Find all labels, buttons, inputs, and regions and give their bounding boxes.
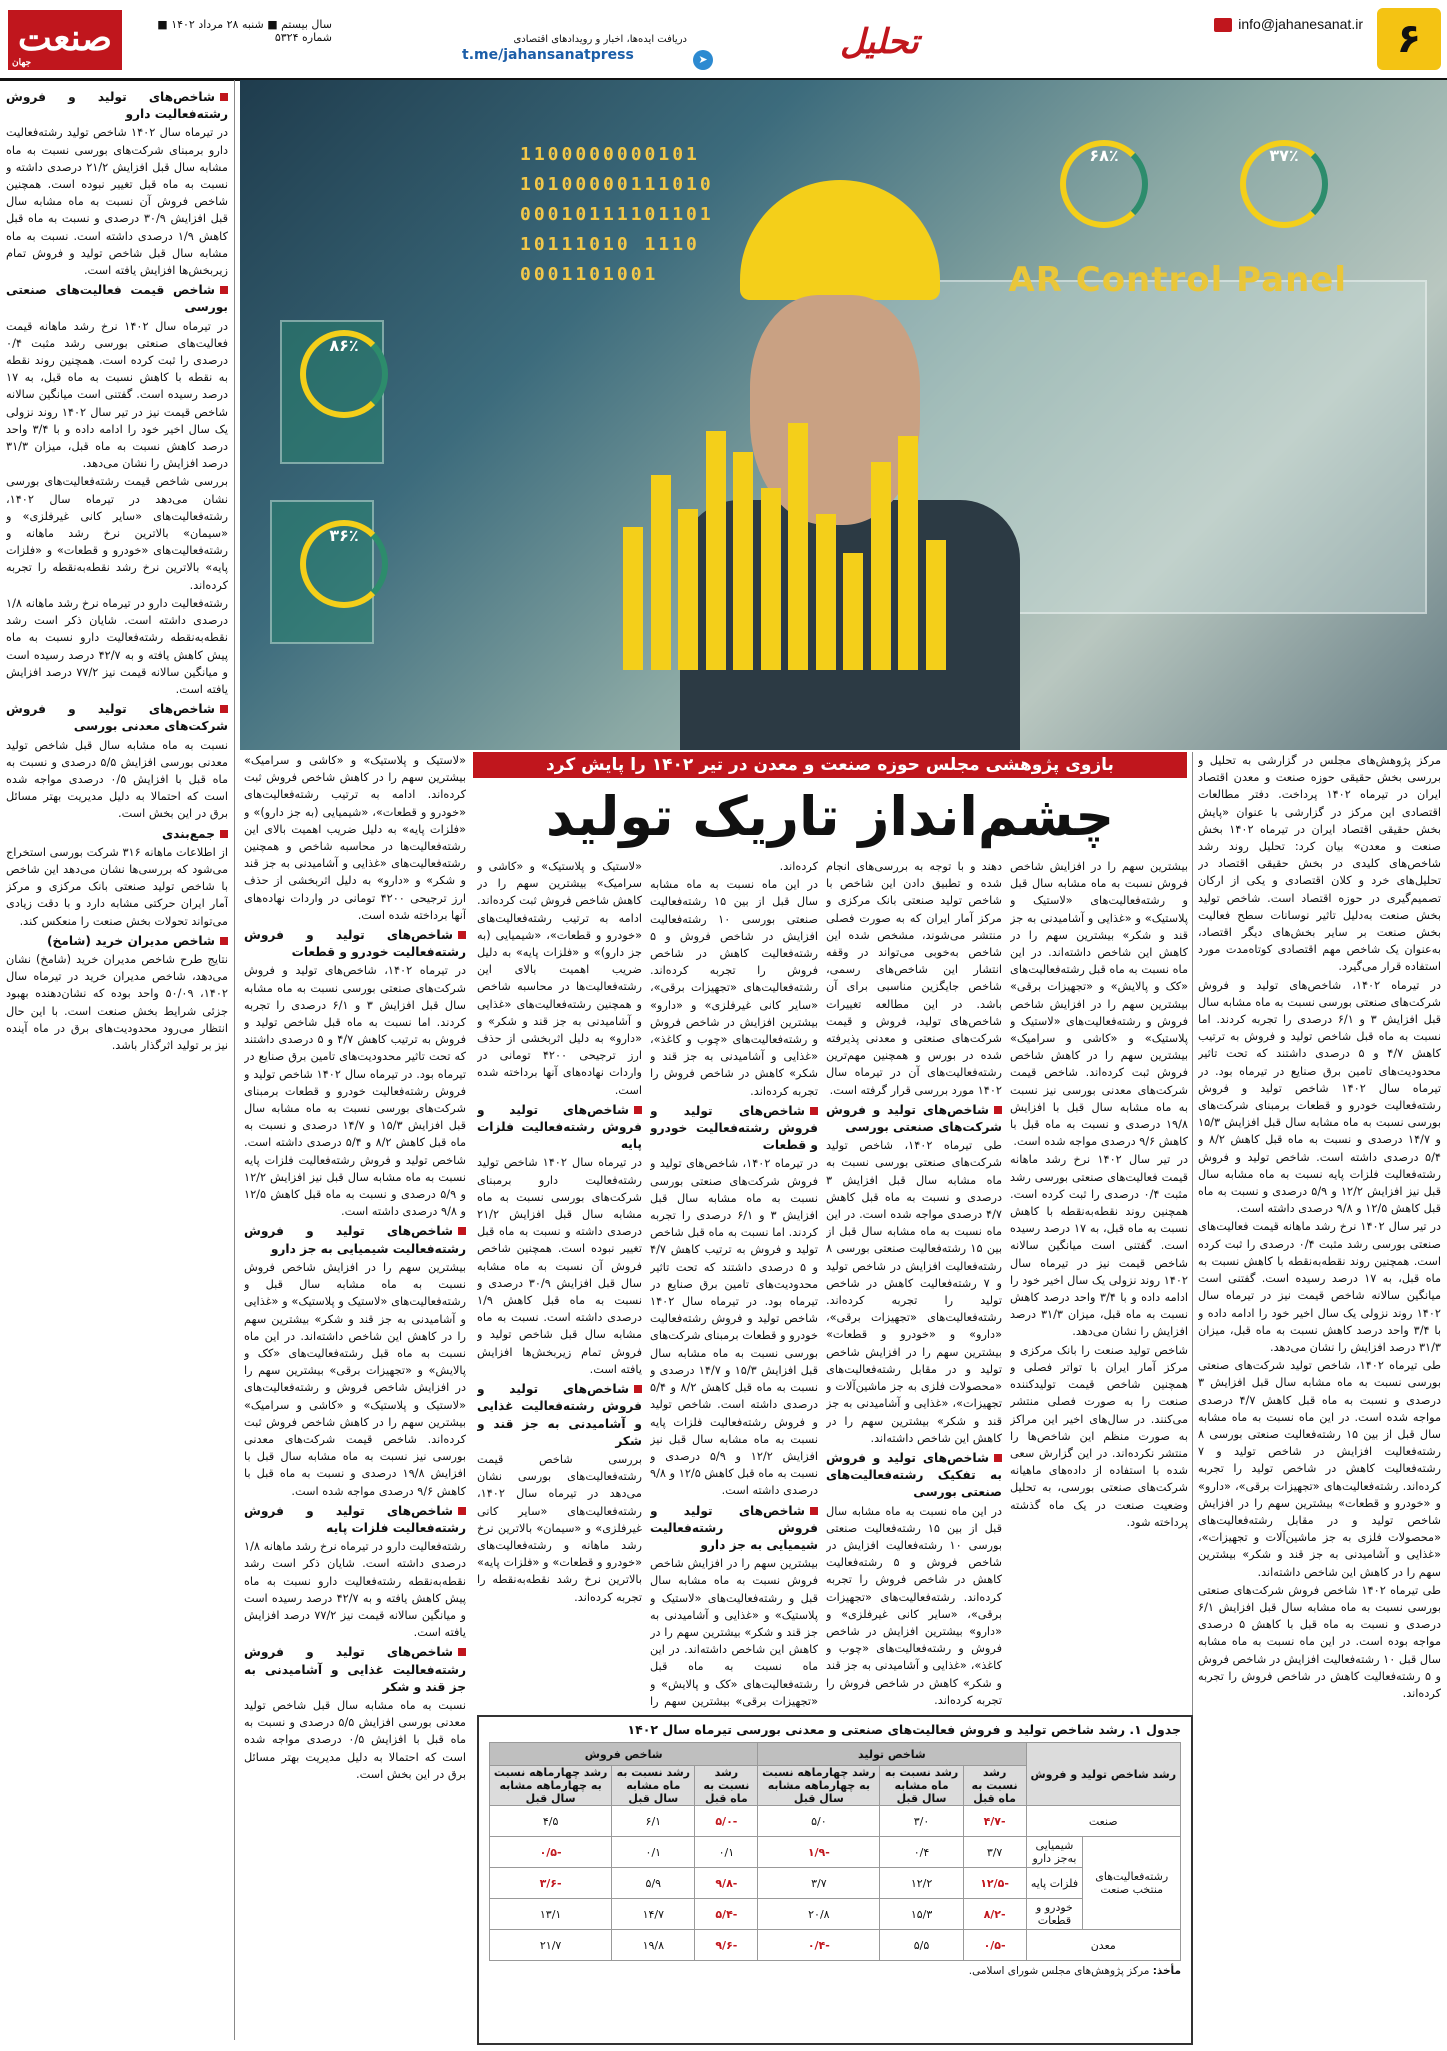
paragraph: طی تیرماه ۱۴۰۲ شاخص فروش شرکت‌های صنعتی بورسی نسبت به ماه مشابه سال قبل افزایش ۶/۱ درصدی و نسبت به ماه قبل با کاهش ۵ درصدی مواجه بوده است. در این ماه نسبت به ماه مشابه سال قبل ۱۰ رشته‌فعالیت افزایش در شاخص فروش و ۵ رشته‌فعالیت کاهش در شاخص فروش را تجربه کرده‌اند. (1198, 1583, 1441, 1700)
binary-line: 0001101001 (520, 264, 659, 285)
binary-line: 1100000000101 (520, 144, 700, 165)
right-column (1198, 752, 1441, 2042)
cell: ۵/۵ (880, 1930, 963, 1961)
mail-icon (1214, 18, 1232, 32)
cell: -۰/۵ (963, 1930, 1026, 1961)
gauge: ۶۸٪ (1060, 140, 1148, 228)
article-kicker: بازوی پژوهشی مجلس حوزه صنعت و معدن در تیر ۱۴۰۲ را پایش کرد (473, 752, 1187, 778)
ar-bar (843, 553, 863, 670)
paragraph: نسبت به ماه مشابه سال قبل شاخص تولید معدنی بورسی افزایش ۵/۵ درصدی و نسبت به ماه قبل با افزایش ۰/۵ درصدی مواجه شده است که احتمالا به دلیل مدیریت بهتر مسائل برق در این بخش است. (6, 738, 228, 821)
paragraph: بیشترین سهم را در افزایش شاخص فروش نسبت به ماه مشابه سال قبل و رشته‌فعالیت‌های «لاستیک و پلاستیک» و «غذایی و آشامیدنی به جز قند و شکر» بیشترین سهم را در کاهش این شاخص داشته‌اند. در این ماه نسبت به ماه قبل رشته‌فعالیت‌های «کک و پالایش» و «تجهیزات برقی» بیشترین سهم را در افزایش شاخص فروش و رشته‌فعالیت‌های «لاستیک و پلاستیک» و «کاشی و سرامیک» بیشترین سهم را در کاهش شاخص فروش ثبت کرده‌اند. شاخص قیمت شرکت‌های معدنی بورسی نیز نسبت به ماه مشابه سال قبل با افزایش ۱۹/۸ درصدی و نسبت به ماه قبل با کاهش ۹/۶ درصدی مواجه شده است. (1010, 860, 1188, 1149)
paragraph: کرده‌اند. (779, 860, 818, 873)
telegram-caption: دریافت ایده‌ها، اخبار و رویدادهای اقتصادی (513, 34, 687, 45)
cell: ۳/۷ (758, 1868, 880, 1899)
subhead-pmi: شاخص مدیران خرید (شامخ) (6, 933, 228, 950)
body-column-4 (477, 858, 642, 1708)
ar-bar (651, 475, 671, 670)
row-label: شیمیایی به‌جز دارو (1026, 1837, 1083, 1868)
column-divider (234, 80, 235, 2040)
cell: -۱/۹ (758, 1837, 880, 1868)
subhead-chem-2: شاخص‌های تولید و فروش رشته‌فعالیت شیمیایی به جز دارو (244, 1223, 466, 1257)
row-group-label: رشته‌فعالیت‌های منتخب صنعت (1083, 1837, 1181, 1930)
cell: -۵/۴ (695, 1899, 758, 1930)
table-row (490, 1806, 1181, 1837)
issue-line: سال بیستم ■ شنبه ۲۸ مرداد ۱۴۰۲ ■ شماره ۵۳۲۴ (157, 18, 332, 44)
ar-bar (623, 527, 643, 670)
paragraph: در تیر سال ۱۴۰۲ نرخ رشد ماهانه قیمت فعالیت‌های صنعتی بورسی رشد مثبت ۰/۴ درصدی را ثبت کرده است. همچنین روند نقطه‌به‌نقطه با کاهش نسبت به ماه قبل، به ۱۷ درصد رسیده است. گفتنی است میانگین سالانه شاخص قیمت نیز در تیرماه سال ۱۴۰۲ روند نزولی یک سال اخیر خود را ادامه داده و با ۳/۴ واحد درصد کاهش نسبت به ماه قبل، میزان ۳۱/۳ درصد افزایش را نشان می‌دهد. (1198, 1220, 1441, 1354)
cell: -۴/۷ (963, 1806, 1026, 1837)
table-row (490, 1930, 1181, 1961)
col-head: رشد نسبت به ماه قبل (695, 1766, 758, 1806)
paragraph: رشته‌فعالیت دارو در تیرماه نرخ رشد ماهانه ۱/۸ درصدی داشته است. شایان ذکر است رشد نقطه‌به‌نقطه رشته‌فعالیت دارو نسبت به ماه پیش کاهش یافته و به ۴۲/۷ درصد رسیده است و میانگین سالانه قیمت نیز ۷۷/۲ درصد افزایش یافته است. (6, 596, 228, 696)
col-head: رشد نسبت به ماه مشابه سال قبل (880, 1766, 963, 1806)
paragraph: طی تیرماه ۱۴۰۲، شاخص تولید شرکت‌های صنعتی بورسی نسبت به ماه مشابه سال قبل افزایش ۳ درصدی و نسبت به ماه قبل کاهش ۴/۷ درصدی مواجه شده است. در این ماه نسبت به ماه مشابه سال قبل از بین ۱۵ رشته‌فعالیت صنعتی بورسی ۸ رشته‌فعالیت افزایش در شاخص تولید و ۷ رشته‌فعالیت کاهش در شاخص تولید را تجربه کرده‌اند. رشته‌فعالیت‌های «تجهیزات برقی»، «دارو» و «خودرو و قطعات» بیشترین سهم را در افزایش شاخص تولید و در مقابل رشته‌فعالیت‌های «محصولات فلزی به جز ماشین‌آلات و تجهیزات»، «غذایی و آشامیدنی به جز قند و شکر» بیشترین سهم را در کاهش این شاخص داشته‌اند. (1198, 1359, 1441, 1579)
paragraph: در این ماه نسبت به ماه مشابه سال قبل از بین ۱۵ رشته‌فعالیت صنعتی بورسی ۱۰ رشته‌فعالیت افزایش در شاخص فروش و ۵ رشته‌فعالیت کاهش در شاخص فروش را تجربه کرده‌اند. رشته‌فعالیت‌های «تجهیزات برقی»، «سایر کانی غیرفلزی» و «دارو» بیشترین افزایش در شاخص فروش و رشته‌فعالیت‌های «چوب و کاغذ»، «غذایی و آشامیدنی به جز قند و شکر» کاهش در شاخص فروش را تجربه کرده‌اند. (650, 878, 818, 1098)
col-head: رشد نسبت به ماه مشابه سال قبل (612, 1766, 695, 1806)
table-source (479, 1961, 1191, 1981)
subhead-auto: شاخص‌های تولید و فروش رشته‌فعالیت خودرو و قطعات (650, 1103, 818, 1155)
cell: ۰/۴ (880, 1837, 963, 1868)
cell: ۰/۱ (612, 1837, 695, 1868)
body-column-2 (826, 858, 1002, 1708)
email-text: info@jahanesanat.ir (1238, 16, 1363, 32)
body-column-3 (650, 858, 818, 1708)
article-title: چشم‌انداز تاریک تولید (545, 785, 1115, 848)
table-group-header-row (490, 1743, 1181, 1766)
table-row (490, 1899, 1181, 1930)
binary-line: 00010111101101 (520, 204, 714, 225)
col-head: رشد چهارماهه نسبت به چهارماهه مشابه سال قبل (758, 1766, 880, 1806)
ar-bar (871, 462, 891, 670)
col-head: رشد چهارماهه نسبت به چهارماهه مشابه سال قبل (490, 1766, 612, 1806)
source-text: مرکز پژوهش‌های مجلس شورای اسلامی. (968, 1965, 1150, 1977)
row-label: خودرو و قطعات (1026, 1899, 1083, 1930)
paragraph: رشته‌فعالیت دارو در تیرماه نرخ رشد ماهانه ۱/۸ درصدی داشته است. شایان ذکر است رشد نقطه‌به‌نقطه رشته‌فعالیت دارو نسبت به ماه پیش کاهش یافته و به ۴۲/۷ درصد رسیده است و میانگین سالانه قیمت نیز ۷۷/۲ درصد افزایش یافته است. (244, 1540, 466, 1640)
paragraph: در این ماه نسبت به ماه مشابه سال قبل از بین ۱۵ رشته‌فعالیت صنعتی بورسی ۱۰ رشته‌فعالیت افزایش در شاخص فروش و ۵ رشته‌فعالیت کاهش در شاخص فروش را تجربه کرده‌اند. رشته‌فعالیت‌های «تجهیزات برقی»، «سایر کانی غیرفلزی» و «دارو» بیشترین افزایش در شاخص فروش و رشته‌فعالیت‌های «چوب و کاغذ»، «غذایی و آشامیدنی به جز قند و شکر» کاهش در شاخص فروش را تجربه کرده‌اند. (826, 1504, 1002, 1707)
paragraph: در تیر سال ۱۴۰۲ نرخ رشد ماهانه قیمت فعالیت‌های صنعتی بورسی رشد مثبت ۰/۴ درصدی را ثبت کرده است. همچنین روند نقطه‌به‌نقطه با کاهش نسبت به ماه قبل، به ۱۷ درصد رسیده است. گفتنی است میانگین سالانه شاخص قیمت نیز در تیرماه سال ۱۴۰۲ روند نزولی یک سال اخیر خود را ادامه داده و با ۳/۴ واحد درصد کاهش نسبت به ماه قبل، میزان ۳۱/۳ درصد افزایش را نشان می‌دهد. (1010, 1153, 1188, 1339)
ar-bar (678, 509, 698, 670)
ar-bar (761, 488, 781, 670)
group-sales: شاخص فروش (490, 1743, 758, 1766)
gauge: ۳۷٪ (1240, 140, 1328, 228)
subhead-food-2: شاخص‌های تولید و فروش رشته‌فعالیت غذایی و آشامیدنی به جز قند و شکر (244, 1644, 466, 1696)
subhead-metal-2: شاخص‌های تولید و فروش رشته‌فعالیت فلزات پایه (244, 1503, 466, 1537)
subhead-metal: شاخص‌های تولید و فروش رشته‌فعالیت فلزات پایه (477, 1102, 642, 1154)
cell: ۲۱/۷ (490, 1930, 612, 1961)
col-head: رشد نسبت به ماه قبل (963, 1766, 1026, 1806)
cell: ۵/۰ (758, 1806, 880, 1837)
growth-table (489, 1742, 1181, 1961)
ar-bar (788, 423, 808, 670)
left-column (6, 86, 228, 2041)
cell: ۱۵/۳ (880, 1899, 963, 1930)
cell: ۳/۷ (963, 1837, 1026, 1868)
binary-line: 10111010 1110 (520, 234, 700, 255)
helmet (740, 180, 940, 300)
subhead-auto-2: شاخص‌های تولید و فروش رشته‌فعالیت خودرو و قطعات (244, 927, 466, 961)
ar-bar (733, 452, 753, 670)
subhead-food: شاخص‌های تولید و فروش رشته‌فعالیت غذایی و آشامیدنی به جز قند و شکر (477, 1381, 642, 1450)
subhead-price: شاخص قیمت فعالیت‌های صنعتی بورسی (6, 282, 228, 316)
cell: ۶/۱ (612, 1806, 695, 1837)
paragraph: بررسی شاخص قیمت رشته‌فعالیت‌های بورسی نشان می‌دهد در تیرماه سال ۱۴۰۲، رشته‌فعالیت‌های «سایر کانی غیرفلزی» و «سیمان» بالاترین نرخ رشد ماهانه و رشته‌فعالیت‌های «خودرو و قطعات» و «فلزات پایه» بالاترین نرخ رشد نقطه‌به‌نقطه را تجربه کرده‌اند. (477, 1452, 642, 1604)
subhead-industry: شاخص‌های تولید و فروش شرکت‌های صنعتی بورسی (826, 1102, 1002, 1136)
cell: -۵/۰ (695, 1806, 758, 1837)
cell: ۰/۱ (695, 1837, 758, 1868)
paragraph: در تیرماه ۱۴۰۲، شاخص‌های تولید و فروش شرکت‌های صنعتی بورسی نسبت به ماه مشابه سال قبل افزایش ۳ و ۶/۱ درصدی را تجربه کردند. اما نسبت به ماه قبل شاخص تولید و فروش به ترتیب کاهش ۴/۷ و ۵ درصدی داشتند که تحت تاثیر محدودیت‌های تامین برق صنایع در تیرماه بود. در تیرماه سال ۱۴۰۲ شاخص تولید و فروش رشته‌فعالیت خودرو و قطعات برمبنای شرکت‌های بورسی نسبت به ماه مشابه سال قبل افزایش ۱۵/۳ و ۱۴/۷ درصدی و نسبت به ماه قبل کاهش ۸/۲ و ۵/۴ درصدی داشته است. شاخص تولید و فروش رشته‌فعالیت فلزات پایه نسبت به ماه مشابه سال قبل نیز افزایش ۱۲/۲ و ۵/۹ درصدی و نسبت به ماه قبل کاهش ۱۲/۵ و ۹/۸ درصدی داشته است. (1198, 978, 1441, 1216)
logo-text: صنعت (17, 17, 113, 59)
hero-photo (240, 80, 1447, 750)
cell: ۱۹/۸ (612, 1930, 695, 1961)
subhead-chem: شاخص‌های تولید و فروش رشته‌فعالیت شیمیایی به جز دارو (650, 1503, 818, 1555)
email-address[interactable] (1214, 16, 1363, 32)
ar-bar (816, 514, 836, 670)
gauge: ۸۶٪ (300, 330, 388, 418)
paragraph: در تیرماه ۱۴۰۲، شاخص‌های تولید و فروش شرکت‌های صنعتی بورسی نسبت به ماه مشابه سال قبل افزایش ۳ و ۶/۱ درصدی را تجربه کردند. اما نسبت به ماه قبل شاخص تولید و فروش به ترتیب کاهش ۴/۷ و ۵ درصدی داشتند که تحت تاثیر محدودیت‌های تامین برق صنایع در تیرماه بود. در تیرماه سال ۱۴۰۲ شاخص تولید و فروش رشته‌فعالیت خودرو و قطعات برمبنای شرکت‌های بورسی نسبت به ماه مشابه سال قبل افزایش ۱۵/۳ و ۱۴/۷ درصدی و نسبت به ماه قبل کاهش ۸/۲ و ۵/۴ درصدی داشته است. شاخص تولید و فروش رشته‌فعالیت فلزات پایه نسبت به ماه مشابه سال قبل نیز افزایش ۱۲/۲ و ۵/۹ درصدی و نسبت به ماه قبل کاهش ۱۲/۵ و ۹/۸ درصدی داشته است. (650, 1157, 818, 1498)
paragraph: در تیرماه سال ۱۴۰۲ نرخ رشد ماهانه قیمت فعالیت‌های صنعتی بورسی رشد مثبت ۰/۴ درصدی را ثبت کرده است. همچنین روند نقطه به نقطه با کاهش نسبت به ماه قبل، به ۱۷ درصد رسیده است. گفتنی است میانگین سالانه شاخص قیمت نیز در تیر سال ۱۴۰۲ روند نزولی یک سال اخیر خود را ادامه داده و با ۳/۴ واحد درصد کاهش نسبت به ماه قبل، میزان ۳۱/۳ درصد افزایش را نشان می‌دهد. (6, 319, 228, 471)
paragraph: مرکز پژوهش‌های مجلس در گزارشی به تحلیل و بررسی بخش حقیقی حوزه صنعت و معدن اقتصاد ایران در تیرماه ۱۴۰۲ پرداخت. دفتر مطالعات اقتصادی این مرکز در گزارشی با عنوان «پایش بخش حقیقی اقتصاد ایران در تیرماه ۱۴۰۲ بخش صنعت و معدن» بیان کرد: تحلیل روند رشد شاخص‌های کلیدی در بخش حقیقی اقتصاد در تحلیل‌های خرد و کلان اقتصادی و یکی از ارکان تصمیم‌گیری در حوزه اقتصاد است. شاخص تولید بخش صنعت به‌دلیل تاثیر نوسانات سطح فعالیت بخش صنعت بر سایر بخش‌های دیگر اقتصاد، به‌عنوان یک شاخص مهم اقتصادی کوتاه‌مدت مورد استفاده قرار می‌گیرد. (1198, 754, 1441, 974)
telegram-icon: ➤ (693, 50, 713, 70)
table-title: جدول ۱. رشد شاخص تولید و فروش فعالیت‌های صنعتی و معدنی بورسی تیرماه سال ۱۴۰۲ (627, 1722, 1181, 1737)
cell: ۱۳/۱ (490, 1899, 612, 1930)
paragraph: طی تیرماه ۱۴۰۲، شاخص تولید شرکت‌های صنعتی بورسی نسبت به ماه مشابه سال قبل افزایش ۳ درصدی و نسبت به ماه قبل کاهش ۴/۷ درصدی مواجه شده است. در این ماه نسبت به ماه مشابه سال قبل از بین ۱۵ رشته‌فعالیت صنعتی بورسی ۸ رشته‌فعالیت افزایش در شاخص تولید و ۷ رشته‌فعالیت کاهش در شاخص تولید را تجربه کرده‌اند. رشته‌فعالیت‌های «تجهیزات برقی»، «دارو» و «خودرو و قطعات» بیشترین سهم را در افزایش شاخص تولید و در مقابل رشته‌فعالیت‌های «محصولات فلزی به جز ماشین‌آلات و تجهیزات»، «غذایی و آشامیدنی به جز قند و شکر» بیشترین سهم را در کاهش این شاخص داشته‌اند. (826, 1139, 1002, 1445)
telegram-url[interactable]: t.me/jahansanatpress (462, 47, 634, 63)
gauge: ۳۶٪ (300, 520, 388, 608)
table-row (490, 1868, 1181, 1899)
cell: ۱۴/۷ (612, 1899, 695, 1930)
cell: -۳/۶ (490, 1868, 612, 1899)
subhead-drug: شاخص‌های تولید و فروش رشته‌فعالیت دارو (6, 89, 228, 123)
subhead-summary: جمع‌بندی (6, 826, 228, 843)
cell: ۵/۹ (612, 1868, 695, 1899)
paragraph: بیشترین سهم را در افزایش شاخص فروش نسبت به ماه مشابه سال قبل و رشته‌فعالیت‌های «لاستیک و پلاستیک» و «غذایی و آشامیدنی به جز قند و شکر» بیشترین سهم را در کاهش این شاخص داشته‌اند. در این ماه نسبت به ماه قبل رشته‌فعالیت‌های «کک و پالایش» و «تجهیزات برقی» بیشترین سهم را در افزایش شاخص فروش و رشته‌فعالیت‌های «لاستیک و پلاستیک» و «کاشی و سرامیک» بیشترین سهم را در کاهش شاخص فروش ثبت کرده‌اند. شاخص قیمت شرکت‌های معدنی بورسی نیز نسبت به ماه مشابه سال قبل با افزایش ۱۹/۸ درصدی و نسبت به ماه قبل با کاهش ۹/۶ درصدی مواجه شده است. (244, 1260, 466, 1498)
cell: -۸/۲ (963, 1899, 1026, 1930)
ar-bar (926, 540, 946, 670)
cell: -۱۲/۵ (963, 1868, 1026, 1899)
paragraph: بیشترین سهم را در افزایش شاخص فروش نسبت به ماه مشابه سال قبل و رشته‌فعالیت‌های «لاستیک و پلاستیک» و «غذایی و آشامیدنی به جز قند و شکر» بیشترین سهم را در کاهش این شاخص داشته‌اند. در این ماه نسبت به ماه قبل رشته‌فعالیت‌های «کک و پالایش» و «تجهیزات برقی» بیشترین سهم را (650, 1557, 818, 1708)
cell: -۰/۵ (490, 1837, 612, 1868)
cell: ۲۰/۸ (758, 1899, 880, 1930)
ar-bar (898, 436, 918, 670)
telegram-box[interactable] (462, 34, 708, 66)
row-label: فلزات پایه (1026, 1868, 1083, 1899)
section-title: تحلیل (840, 22, 919, 62)
table-first-header: رشد شاخص تولید و فروش (1026, 1743, 1181, 1806)
newspaper-logo (8, 10, 122, 70)
page-number: ۶ (1377, 8, 1441, 70)
cell: ۴/۵ (490, 1806, 612, 1837)
ar-panel-label: AR Control Panel (1008, 260, 1347, 300)
cell: ۳/۰ (880, 1806, 963, 1837)
paragraph: از اطلاعات ماهانه ۳۱۶ شرکت بورسی استخراج می‌شود که بررسی‌ها نشان می‌دهد این شاخص با شاخص تولید صنعتی بانک مرکزی و مرکز آمار ایران حرکتی مشابه دارد و با دقت زیادی می‌تواند تحولات بخش صنعت را منعکس کند. (6, 845, 228, 928)
body-column-1 (1010, 858, 1188, 1708)
cell: -۹/۸ (695, 1868, 758, 1899)
ar-bar-chart (620, 410, 950, 670)
paragraph: «لاستیک و پلاستیک» و «کاشی و سرامیک» بیشترین سهم را در کاهش شاخص فروش ثبت کرده‌اند. ادامه به ترتیب رشته‌فعالیت‌های «خودرو و قطعات»، «شیمیایی (به جز دارو)» و «فلزات پایه» به دلیل ضریب اهمیت بالای این رشته‌فعالیت‌ها در محاسبه شاخص و همچنین رشته‌فعالیت‌های «غذایی و آشامیدنی به جز قند و شکر» و «دارو» به دلیل اثربخشی از حذف ارز ترجیحی ۴۲۰۰ تومانی در واردات نهاده‌های آنها برداخته شده است. (244, 754, 466, 922)
subhead-mining: شاخص‌های تولید و فروش شرکت‌های معدنی بورسی (6, 701, 228, 735)
paragraph: دهند و با توجه به بررسی‌های انجام شده و تطبیق دادن این شاخص با شاخص تولید صنعتی بانک مرکزی و مرکز آمار ایران که به صورت فصلی منتشر می‌شوند، مشخص شده این شاخص به‌خوبی می‌تواند در وقفه انتشار این شاخص‌های رسمی، شاخص جایگزین مناسبی برای آن باشد. در این مطالعه تغییرات شاخص‌های تولید، فروش و قیمت شرکت‌های صنعتی و معدنی پذیرفته شده در بورس و همچنین مهم‌ترین رشته‌فعالیت‌های آن در تیرماه سال ۱۴۰۲ مورد بررسی قرار گرفته است. (826, 860, 1002, 1097)
cell: ۱۲/۲ (880, 1868, 963, 1899)
paragraph: در تیرماه سال ۱۴۰۲ شاخص تولید رشته‌فعالیت دارو برمبنای شرکت‌های بورسی نسبت به ماه مشابه سال قبل افزایش ۲۱/۲ درصدی داشته و نسبت به ماه قبل تغییر نبوده است. همچنین شاخص فروش آن نسبت به ماه مشابه سال قبل افزایش ۳۰/۹ درصدی و نسبت به ماه قبل کاهش ۱/۹ درصدی داشته است. نسبت به ماه مشابه سال قبل شاخص تولید و فروش تمام زیربخش‌ها افزایش یافته است. (6, 126, 228, 278)
source-label: مأخذ: (1152, 1965, 1181, 1977)
paragraph: «لاستیک و پلاستیک» و «کاشی و سرامیک» بیشترین سهم را در کاهش شاخص فروش ثبت کرده‌اند. ادامه به ترتیب رشته‌فعالیت‌های «خودرو و قطعات»، «شیمیایی (به جز دارو)» و «فلزات پایه» به دلیل ضریب اهمیت بالای این رشته‌فعالیت‌ها در محاسبه شاخص و همچنین رشته‌فعالیت‌های «غذایی و آشامیدنی به جز قند و شکر» و «دارو» به دلیل اثربخشی از حذف ارز ترجیحی ۴۲۰۰ تومانی در واردات نهاده‌های آنها برداخته شده است. (477, 860, 642, 1097)
paragraph: شاخص تولید صنعت را بانک مرکزی و مرکز آمار ایران با تواتر فصلی و همچنین شاخص قیمت تولیدکننده صنعت را به صورت فصلی منتشر می‌کنند. در سال‌های اخیر این مراکز به صورت منظم این شاخص‌ها را منتشر نکرده‌اند. در این گزارش سعی شده با استفاده از داده‌های ماهیانه شرکت‌های صنعتی بورسی، به تحلیل وضعیت صنعت در یک ماه گذشته پرداخته شود. (1010, 1343, 1188, 1529)
cell: -۹/۶ (695, 1930, 758, 1961)
logo-small-text: جهان (12, 58, 32, 68)
paragraph: نتایج طرح شاخص مدیران خرید (شامخ) نشان می‌دهد، شاخص مدیران خرید در تیرماه سال ۱۴۰۲، ۵۰/۰۹ واحد بوده که نشان‌دهنده بهبود جزئی شرایط بخش صنعت است. با این حال انتظار می‌رود محدودیت‌های برق در ماه آینده نیز بر تولید اثرگذار باشد. (6, 952, 228, 1052)
subhead-split: شاخص‌های تولید و فروش به تفکیک رشته‌فعالیت‌های صنعتی بورسی (826, 1450, 1002, 1502)
paragraph: در تیرماه سال ۱۴۰۲ شاخص تولید رشته‌فعالیت دارو برمبنای شرکت‌های بورسی نسبت به ماه مشابه سال قبل افزایش ۲۱/۲ درصدی داشته و نسبت به ماه قبل تغییر نبوده است. همچنین شاخص فروش آن نسبت به ماه مشابه سال قبل افزایش ۳۰/۹ درصدی و نسبت به ماه قبل کاهش ۱/۹ درصدی داشته است. نسبت به ماه مشابه سال قبل شاخص تولید و فروش تمام زیربخش‌ها افزایش یافته است. (477, 1156, 642, 1376)
cell: -۰/۴ (758, 1930, 880, 1961)
row-label: صنعت (1026, 1806, 1181, 1837)
binary-overlay (520, 140, 714, 290)
page-header (0, 0, 1447, 81)
body-column-5 (244, 752, 466, 2042)
paragraph: در تیرماه ۱۴۰۲، شاخص‌های تولید و فروش شرکت‌های صنعتی بورسی نسبت به ماه مشابه سال قبل افزایش ۳ و ۶/۱ درصدی را تجربه کردند. اما نسبت به ماه قبل شاخص تولید و فروش به ترتیب کاهش ۴/۷ و ۵ درصدی داشتند که تحت تاثیر محدودیت‌های تامین برق صنایع در تیرماه بود. در تیرماه سال ۱۴۰۲ شاخص تولید و فروش رشته‌فعالیت خودرو و قطعات برمبنای شرکت‌های بورسی نسبت به ماه مشابه سال قبل افزایش ۱۵/۳ و ۱۴/۷ درصدی و نسبت به ماه قبل کاهش ۸/۲ و ۵/۴ درصدی داشته است. شاخص تولید و فروش رشته‌فعالیت فلزات پایه نسبت به ماه مشابه سال قبل نیز افزایش ۱۲/۲ و ۵/۹ درصدی و نسبت به ماه قبل کاهش ۱۲/۵ و ۹/۸ درصدی داشته است. (244, 964, 466, 1219)
table-row (490, 1837, 1181, 1868)
binary-line: 10100000111010 (520, 174, 714, 195)
ar-bar (706, 431, 726, 670)
paragraph: بررسی شاخص قیمت رشته‌فعالیت‌های بورسی نشان می‌دهد در تیرماه سال ۱۴۰۲، رشته‌فعالیت‌های «سایر کانی غیرفلزی» و «سیمان» بالاترین نرخ رشد ماهانه و رشته‌فعالیت‌های «خودرو و قطعات» و «فلزات پایه» بالاترین نرخ رشد نقطه‌به‌نقطه را تجربه کرده‌اند. (6, 475, 228, 592)
group-production: شاخص تولید (758, 1743, 1026, 1766)
row-label: معدن (1026, 1930, 1181, 1961)
paragraph: نسبت به ماه مشابه سال قبل شاخص تولید معدنی بورسی افزایش ۵/۵ درصدی و نسبت به ماه قبل با افزایش ۰/۵ درصدی مواجه شده است که احتمالا به دلیل مدیریت بهتر مسائل برق در این بخش است. (244, 1698, 466, 1781)
data-table-box (477, 1715, 1193, 2045)
